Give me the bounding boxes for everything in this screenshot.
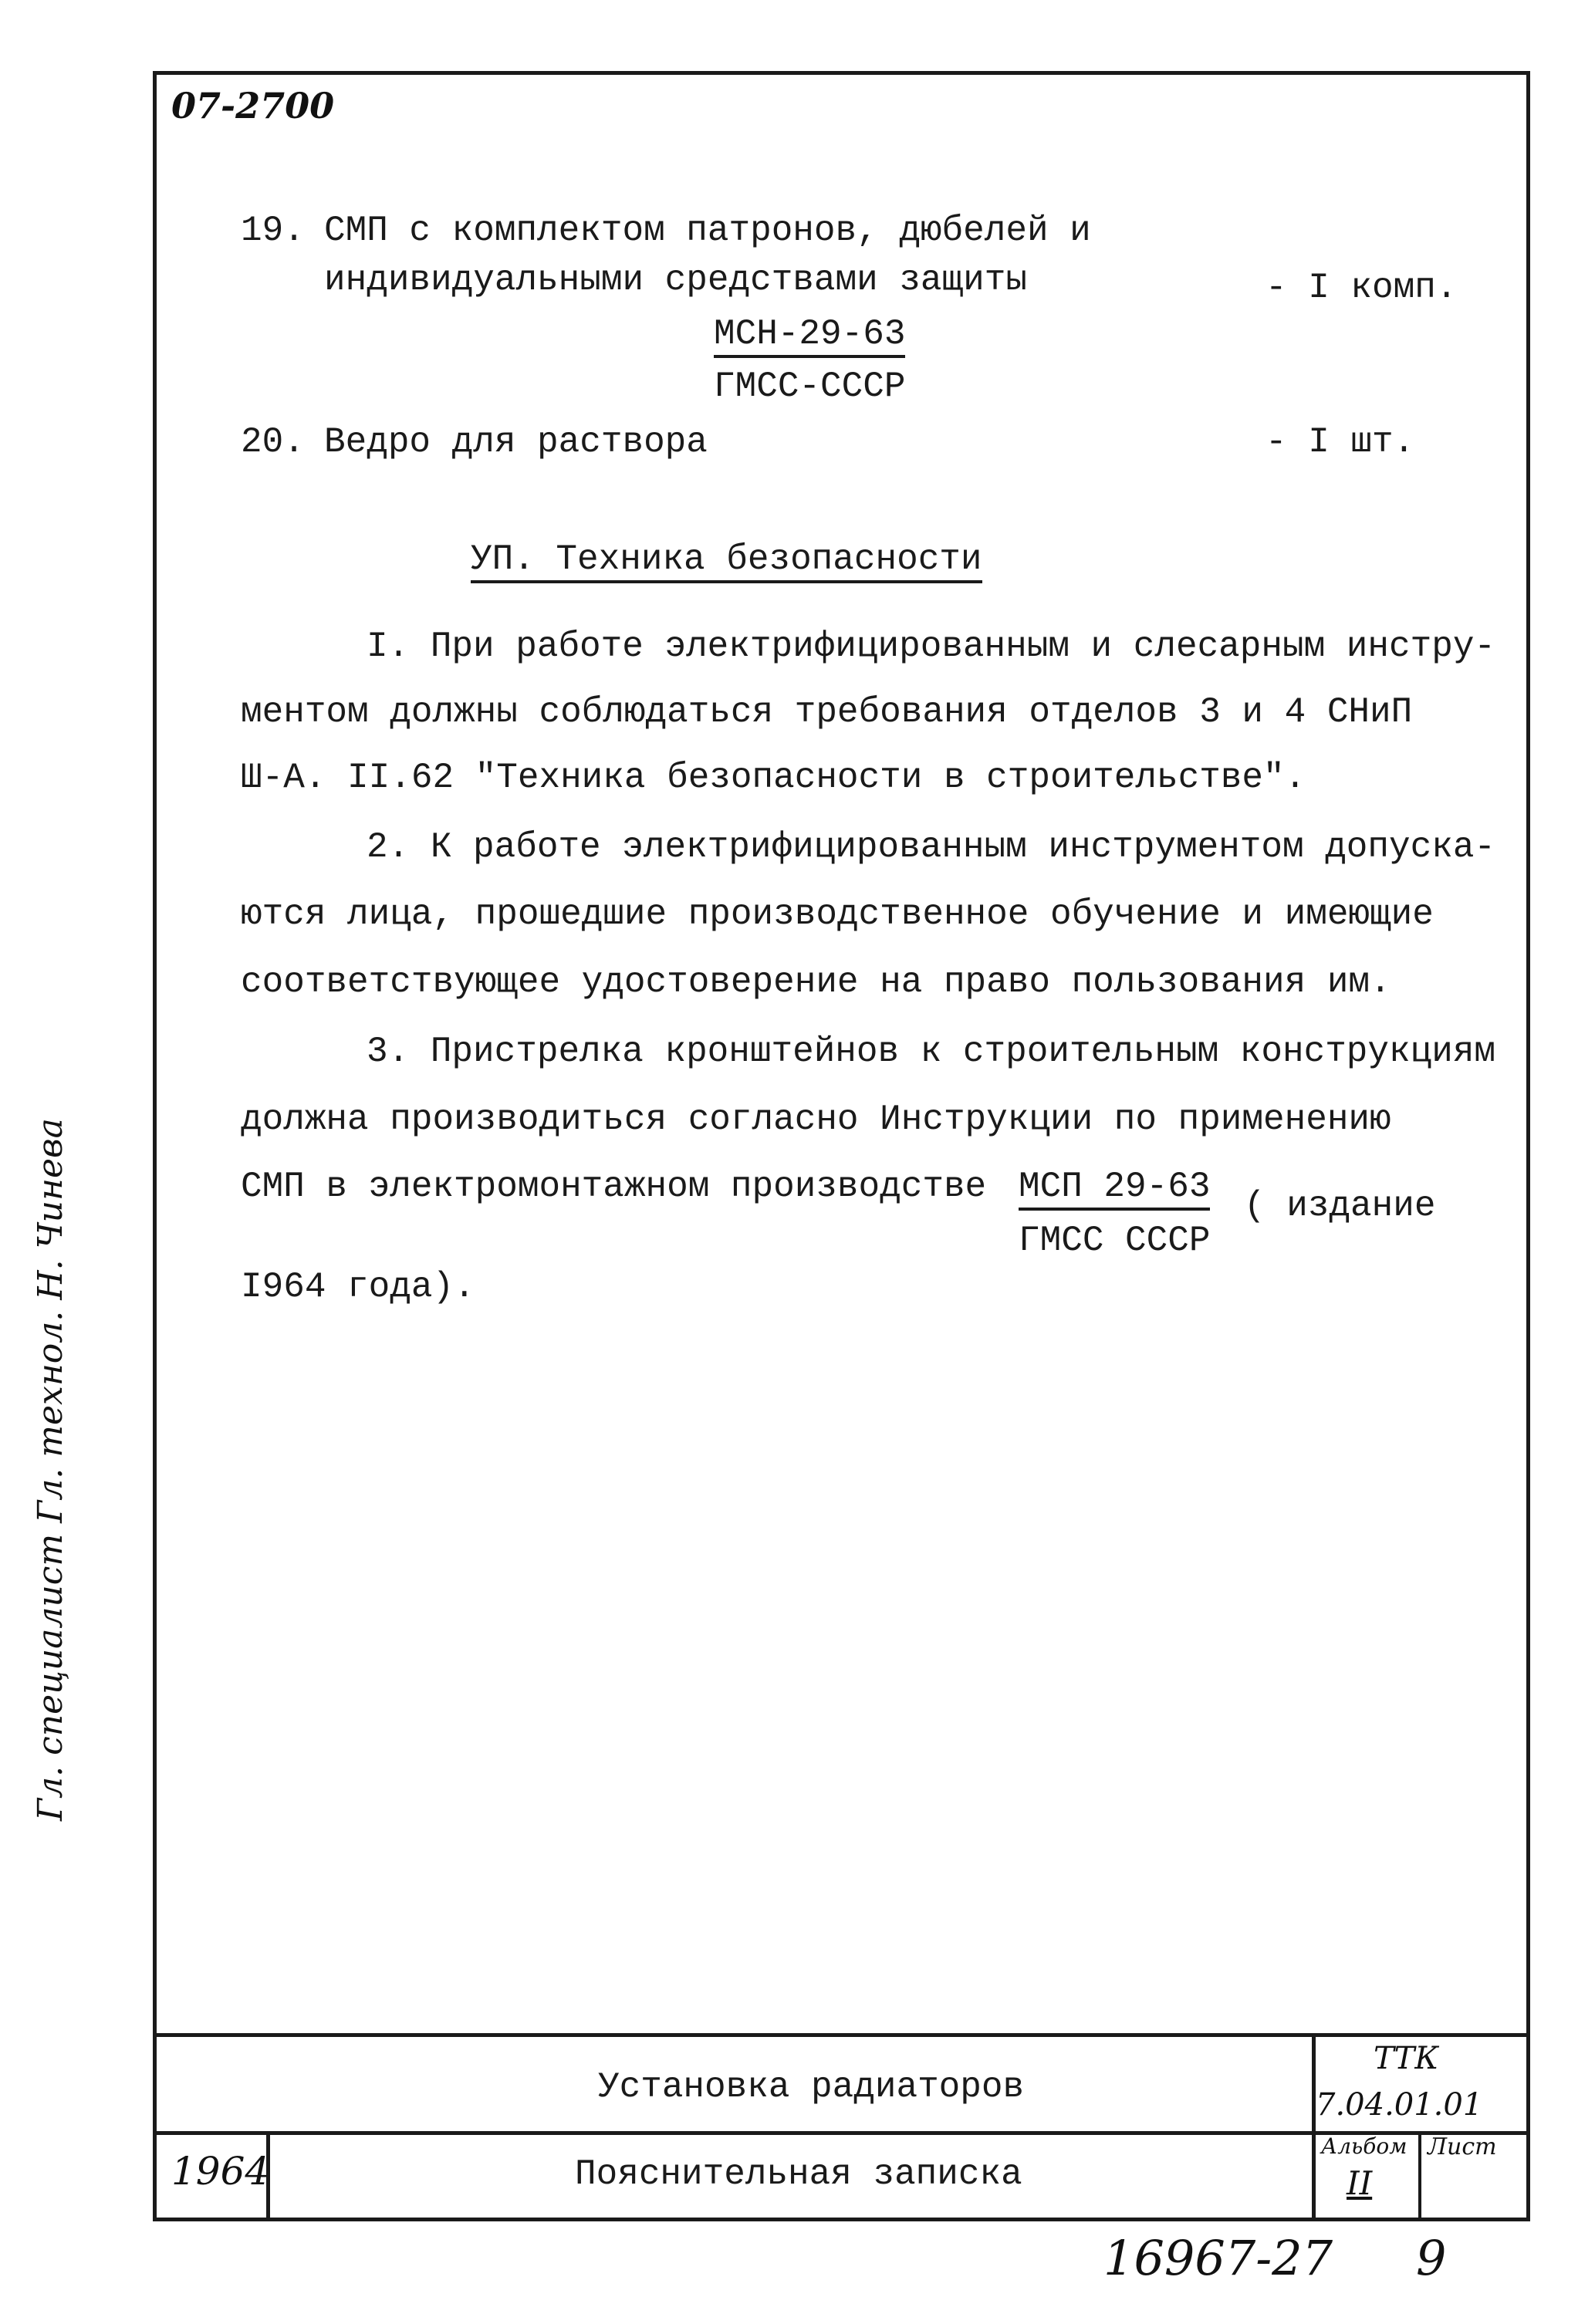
para3-line1: 3. Пристрелка кронштейнов к строительным конструкциям (367, 1032, 1496, 1072)
titleblock-subtitle: Пояснительная записка (575, 2154, 1022, 2194)
titleblock-album-label: Альбом (1321, 2133, 1407, 2159)
para2-line3: соответствующее удостоверение на право пользования им. (241, 962, 1391, 1002)
item-19-line1: СМП с комплектом патронов, дюбелей и (324, 211, 1091, 251)
titleblock-title: Установка радиаторов (598, 2067, 1025, 2107)
margin-signature-note: Гл. специалист Гл. технол. Н. Чинева (31, 1118, 70, 1821)
corner-mark: 07-2700 (171, 85, 335, 127)
item-19-quantity: - I комп. (1266, 268, 1458, 308)
para1-line2: ментом должны соблюдаться требования отделов 3 и 4 СНиП (241, 692, 1413, 732)
titleblock-ttk-label: ТТК (1374, 2041, 1439, 2076)
footer-archive-number: 16967-27 (1103, 2230, 1333, 2286)
para3-ref-top: МСП 29-63 (1019, 1169, 1210, 1211)
titleblock-sheet-label: Лист (1428, 2133, 1497, 2160)
para3-last: I964 года). (241, 1267, 475, 1307)
para1-line3: Ш-А. II.62 "Техника безопасности в строительстве". (241, 758, 1306, 798)
para3-after: ( издание (1244, 1186, 1436, 1226)
para3-line3: СМП в электромонтажном производстве (241, 1167, 987, 1207)
item-20-number: 20. (241, 422, 305, 462)
titleblock-code: 7.04.01.01 (1316, 2087, 1483, 2123)
para2-line2: ются лица, прошедшие производственное обучение и имеющие (241, 894, 1434, 934)
titleblock-album-value: II (1347, 2164, 1373, 2202)
titleblock-top-line (153, 2033, 1530, 2037)
item-19-ref-bottom: ГМСС-СССР (714, 367, 906, 407)
para2-line1: 2. К работе электрифицированным инструментом допуска- (367, 827, 1496, 867)
section-title: УП. Техника безопасности (471, 542, 982, 583)
titleblock-sheet-divider (1418, 2131, 1421, 2221)
item-19-ref-top: МСН-29-63 (714, 316, 905, 358)
item-19-line2: индивидуальными средствами защиты (324, 260, 1027, 300)
item-20-text: Ведро для раствора (324, 422, 708, 462)
item-20-quantity: - I шт. (1266, 422, 1415, 462)
para3-line2: должна производиться согласно Инструкции по применению (241, 1100, 1391, 1140)
titleblock-right-divider (1312, 2033, 1316, 2221)
para3-ref-bottom: ГМСС СССР (1019, 1221, 1211, 1261)
para1-line1: I. При работе электрифицированным и слесарным инстру- (367, 627, 1496, 667)
item-19-number: 19. (241, 211, 305, 251)
footer-page-number: 9 (1416, 2230, 1447, 2286)
titleblock-year: 1964 (171, 2149, 270, 2194)
